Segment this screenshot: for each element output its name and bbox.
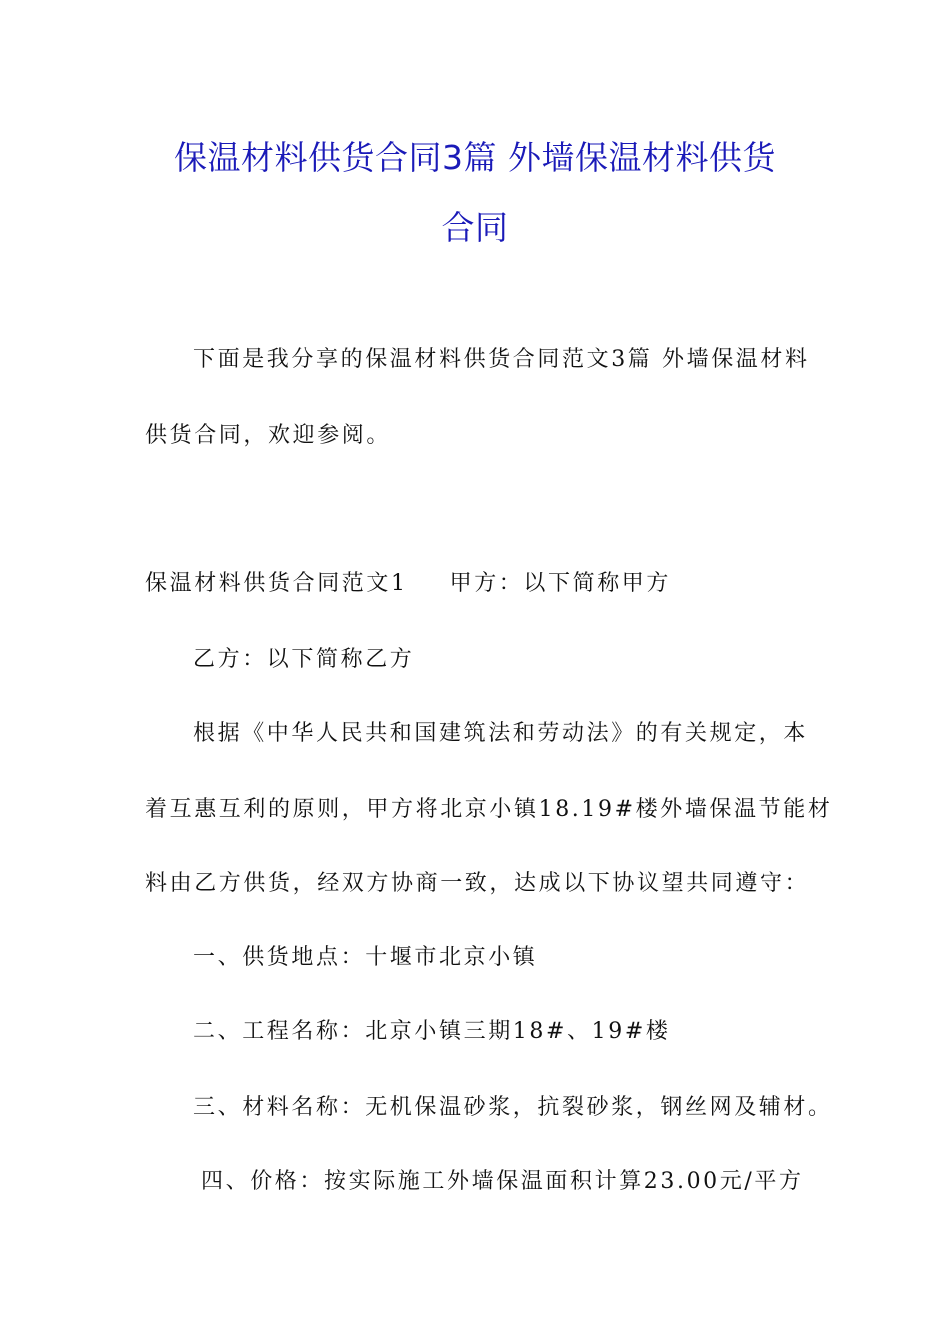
list-item-4: 四、价格：按实际施工外墙保温面积计算23.00元/平方 bbox=[201, 1169, 804, 1194]
paragraph-line3: 料由乙方供货，经双方协商一致，达成以下协议望共同遵守： bbox=[145, 871, 810, 896]
section-heading-row bbox=[145, 570, 810, 598]
list-item-3: 三、材料名称：无机保温砂浆，抗裂砂浆，钢丝网及辅材。 bbox=[193, 1095, 833, 1120]
party-a: 甲方：以下简称甲方 bbox=[449, 571, 672, 596]
document-title-line1: 保温材料供货合同3篇 外墙保温材料供货 bbox=[174, 138, 776, 177]
paragraph-line2: 着互惠互利的原则，甲方将北京小镇18.19#楼外墙保温节能材 bbox=[145, 797, 833, 822]
intro-line2: 供货合同，欢迎参阅。 bbox=[145, 423, 392, 448]
party-b: 乙方：以下简称乙方 bbox=[193, 647, 415, 672]
document-title-line2: 合同 bbox=[441, 208, 509, 247]
list-item-2: 二、工程名称：北京小镇三期18#、19#楼 bbox=[193, 1019, 671, 1044]
list-item-1: 一、供货地点：十堰市北京小镇 bbox=[193, 945, 538, 970]
section-heading: 保温材料供货合同范文1 bbox=[145, 571, 408, 596]
intro-line1: 下面是我分享的保温材料供货合同范文3篇 外墙保温材料 bbox=[193, 347, 810, 372]
paragraph-line1: 根据《中华人民共和国建筑法和劳动法》的有关规定，本 bbox=[193, 721, 809, 746]
